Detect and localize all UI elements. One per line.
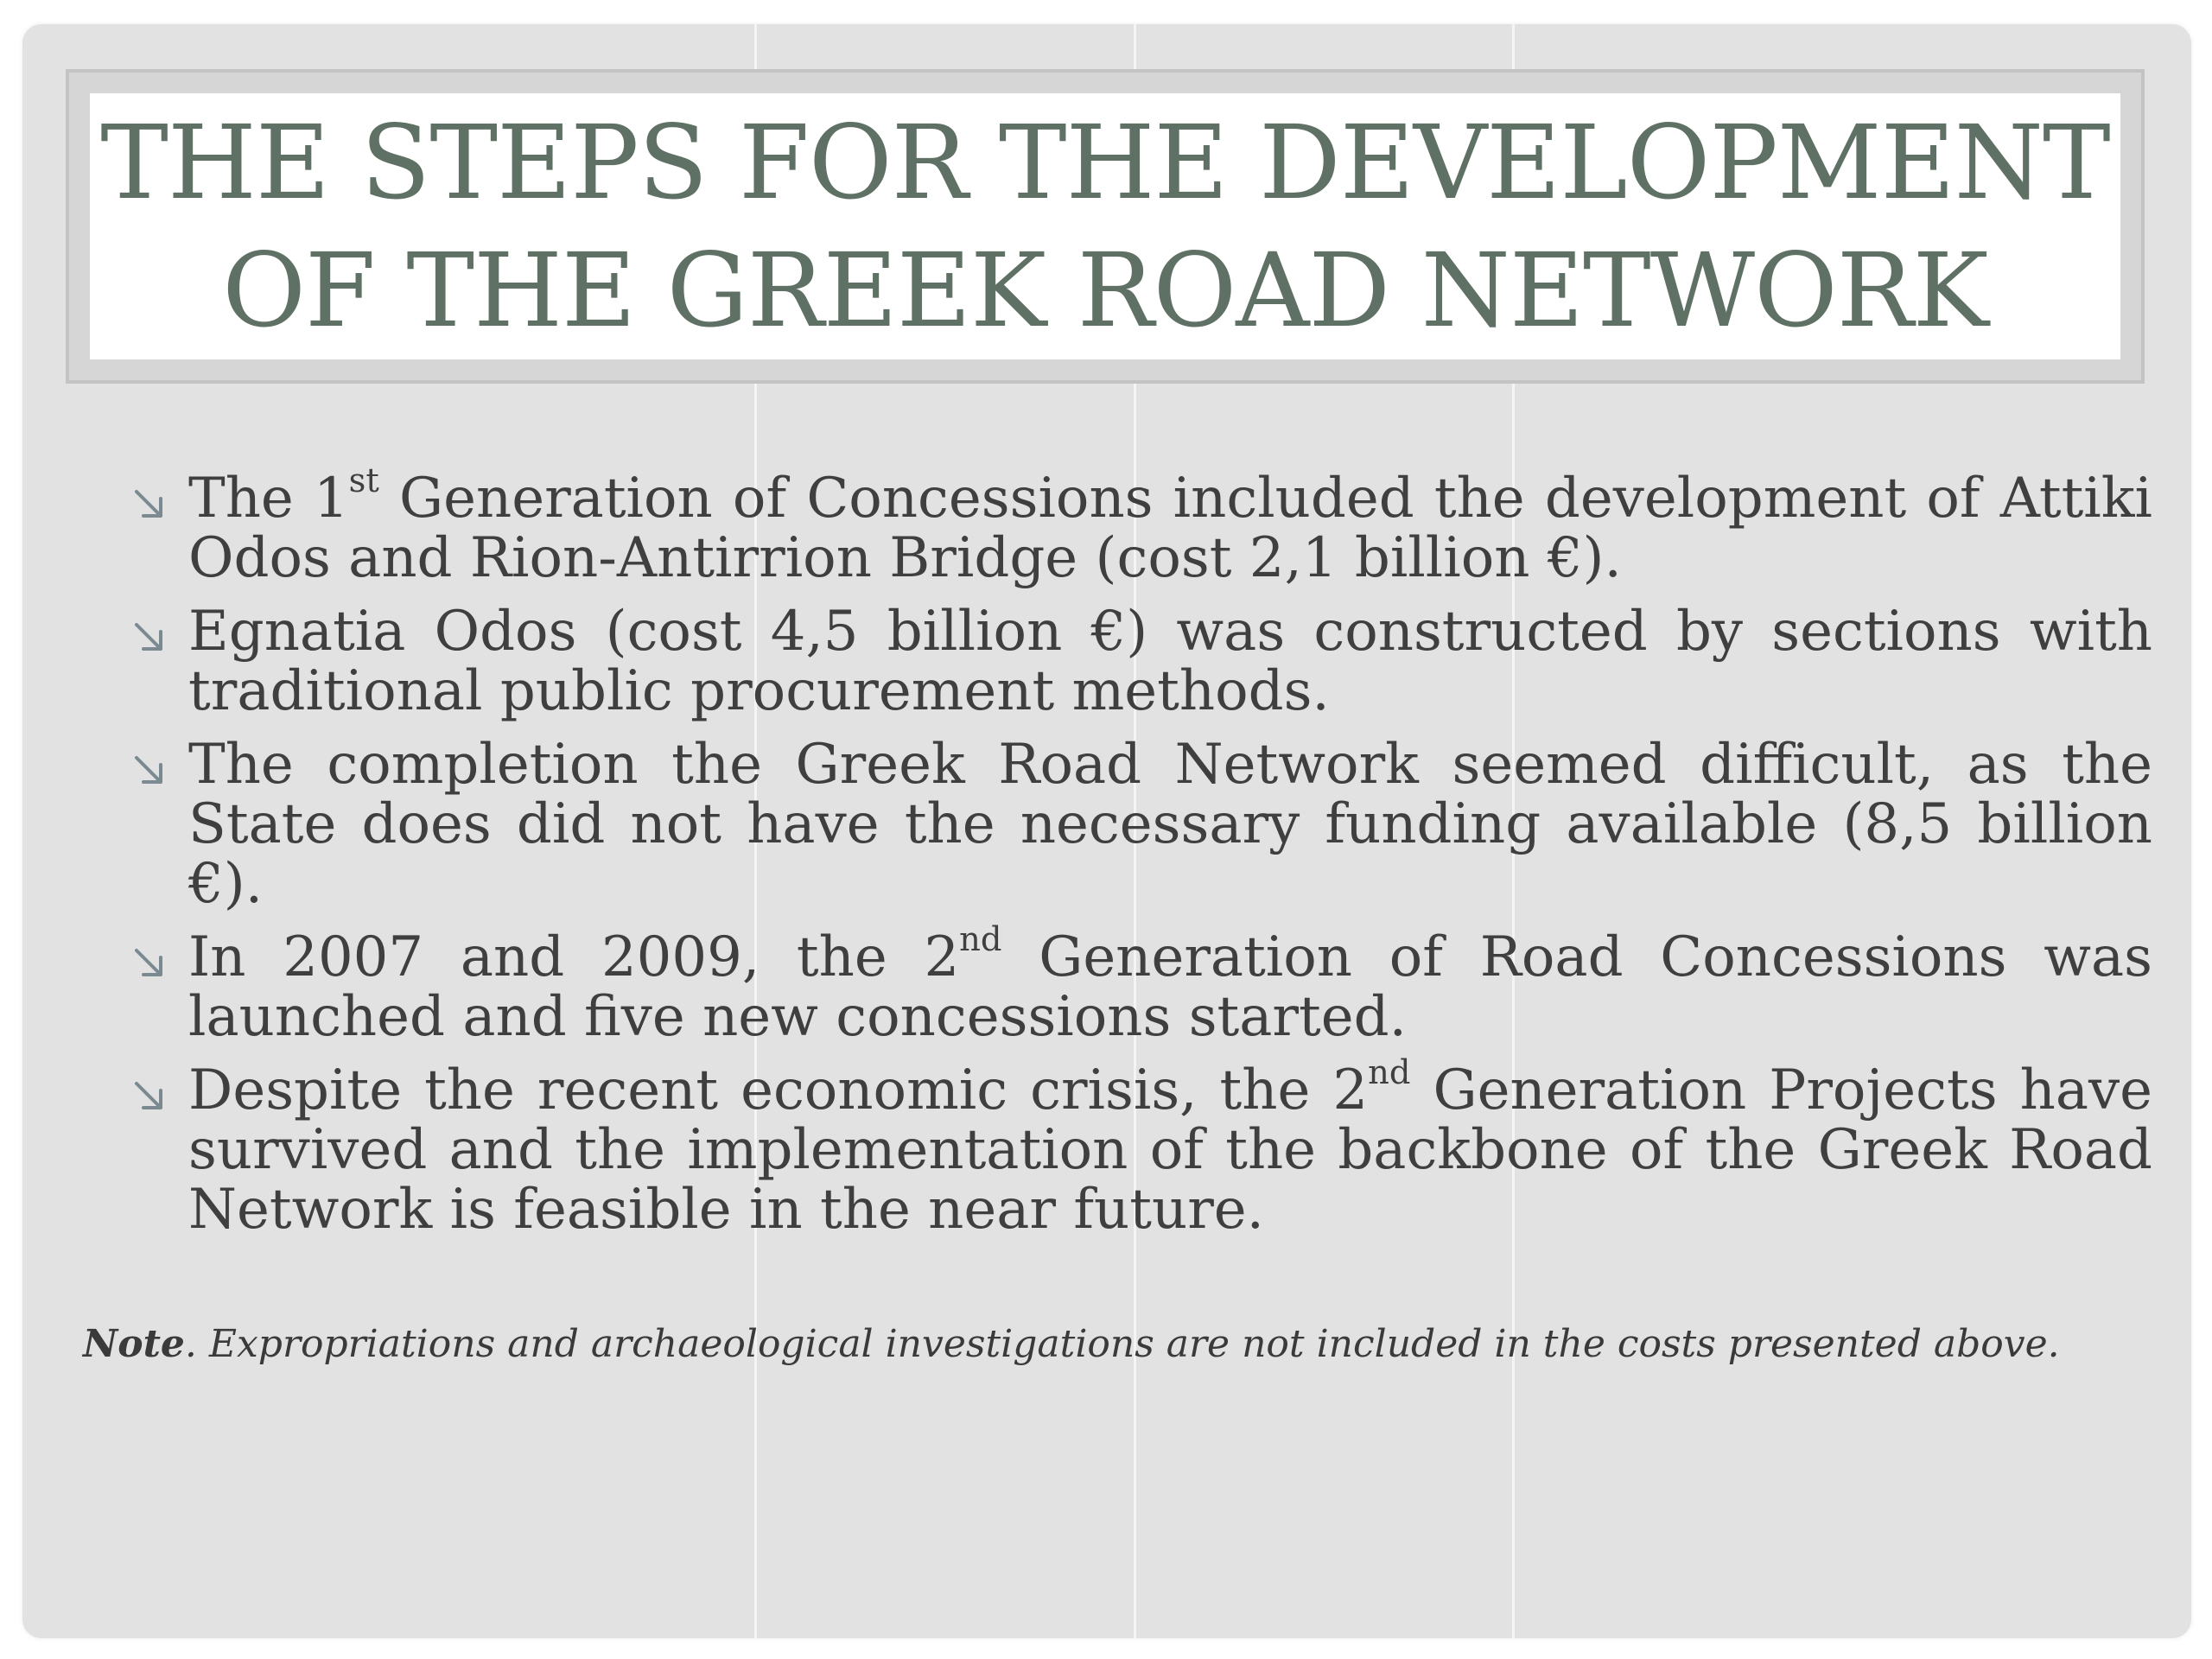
bullet-text-continued: Generation of Concessions included the development of Attiki Odos and Rion-Antirrion Bridge (cost 2,1 billion €). (188, 467, 2153, 590)
bullet-text-continued: Generation Projects have survived and the implementation of the backbone of the Greek Road Network is feasible in the near future. (188, 1058, 2153, 1242)
arrow-down-right-icon (131, 485, 169, 523)
bullet-text: Egnatia Odos (cost 4,5 billion €) was constructed by sections with traditional public procurement methods. (188, 600, 2152, 723)
list-item (119, 920, 2152, 1049)
bullet-superscript: nd (1368, 1053, 1411, 1093)
note-text: . Expropriations and archaeological investigations are not included in the costs presented above. (184, 1322, 2060, 1366)
bullet-text: The 1 (188, 467, 349, 531)
bullet-list (119, 461, 2153, 1254)
list-item (119, 602, 2152, 721)
bullet-text: In 2007 and 2009, the 2 (188, 925, 960, 989)
arrow-down-right-icon (131, 944, 169, 982)
slide-title: THE STEPS FOR THE DEVELOPMENT OF THE GREEK ROAD NETWORK (100, 103, 2110, 350)
bullet-superscript: nd (959, 920, 1002, 960)
arrow-down-right-icon (131, 1077, 169, 1115)
arrow-down-right-icon (131, 618, 169, 656)
list-item (119, 735, 2152, 914)
note-label: Note (83, 1322, 185, 1366)
bullet-text: The completion the Greek Road Network seemed difficult, as the State does did not have the necessary funding available (8,5 billion €). (188, 733, 2152, 916)
bullet-text-continued: Generation of Road Concessions was launched and five new concessions started. (188, 925, 2152, 1049)
bullet-text: Despite the recent economic crisis, the 2 (188, 1058, 1369, 1122)
bullet-superscript: st (348, 461, 379, 501)
arrow-down-right-icon (131, 751, 169, 789)
slide (22, 24, 2191, 1638)
list-item (119, 1053, 2153, 1242)
list-item (119, 461, 2153, 590)
footnote (83, 1319, 2070, 1370)
title-frame (66, 69, 2145, 384)
title-box (90, 93, 2120, 359)
